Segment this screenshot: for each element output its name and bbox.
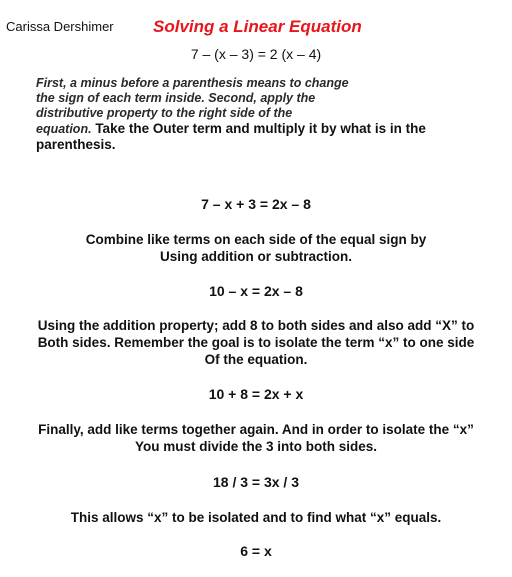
step4-line-1: Finally, add like terms together again. And in order to isolate the “x” xyxy=(38,422,474,437)
page-title: Solving a Linear Equation xyxy=(153,17,362,36)
step-addition-property xyxy=(0,317,512,368)
step2-line-1: Combine like terms on each side of the equal sign by xyxy=(85,232,427,247)
intro-line-4-tail: Take the Outer term and multiply it by what is in the xyxy=(91,121,426,136)
equation-solution: 6 = x xyxy=(240,543,272,559)
step-isolate-x xyxy=(0,421,512,455)
equation-combined: 10 – x = 2x – 8 xyxy=(209,283,303,299)
step3-line-1: Using the addition property; add 8 to both sides and also add “X” to xyxy=(37,318,475,333)
step-combine-terms xyxy=(0,231,512,265)
step3-line-3: Of the equation. xyxy=(204,352,308,367)
intro-paragraph-tail xyxy=(36,121,426,153)
author-name: Carissa Dershimer xyxy=(6,19,114,34)
intro-line-3: distributive property to the right side of the xyxy=(36,106,293,120)
equation-distributed: 7 – x + 3 = 2x – 8 xyxy=(201,196,311,212)
step-conclusion xyxy=(0,509,512,526)
intro-line-5: parenthesis. xyxy=(36,137,116,152)
step2-line-2: Using addition or subtraction. xyxy=(160,249,352,264)
step3-line-2: Both sides. Remember the goal is to isolate the term “x” to one side xyxy=(37,335,475,350)
equation-rearranged: 10 + 8 = 2x + x xyxy=(208,386,304,402)
equation-divided: 18 / 3 = 3x / 3 xyxy=(212,474,299,490)
intro-line-2: the sign of each term inside. Second, apply the xyxy=(36,91,316,105)
intro-line-1: First, a minus before a parenthesis means to change xyxy=(36,76,349,90)
equation-original: 7 – (x – 3) = 2 (x – 4) xyxy=(190,46,322,62)
intro-paragraph xyxy=(36,76,349,121)
step5-line-1: This allows “x” to be isolated and to find what “x” equals. xyxy=(70,510,442,525)
intro-line-4-lead: equation. xyxy=(36,122,92,136)
step4-line-2: You must divide the 3 into both sides. xyxy=(134,439,378,454)
